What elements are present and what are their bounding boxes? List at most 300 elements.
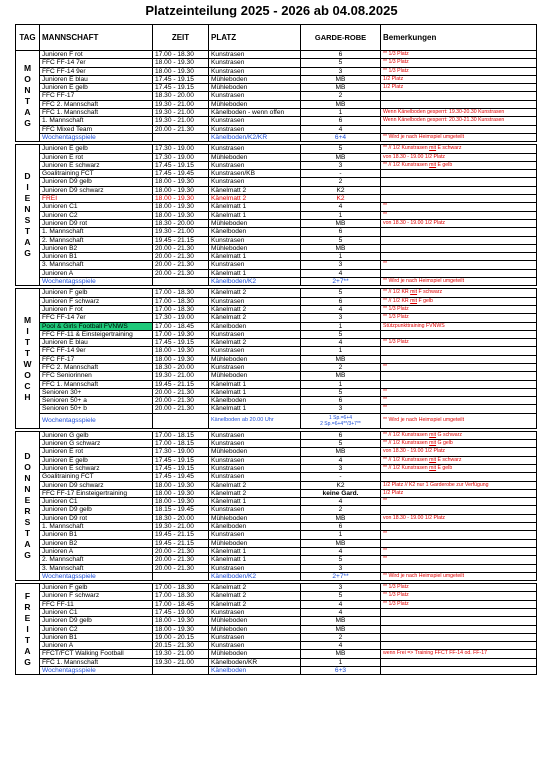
remark-cell: ** 1/3 Platz bbox=[381, 339, 537, 347]
team-cell: FFC 1. Mannschaft bbox=[40, 658, 153, 666]
remark-cell: Wenn Känelboden gesperrt: 19.30-20.30 Kunstrasen bbox=[381, 109, 537, 117]
remark-cell: ** bbox=[381, 211, 537, 219]
field-cell: Mühleboden bbox=[209, 372, 301, 380]
day-letter: O bbox=[24, 369, 31, 380]
team-cell: Junioren G gelb bbox=[40, 431, 153, 439]
day-letter: T bbox=[24, 527, 31, 538]
team-cell: Junioren E rot bbox=[40, 153, 153, 161]
field-cell: Känelmatt 2 bbox=[209, 186, 301, 194]
field-cell: Kunstrasen bbox=[209, 261, 301, 269]
garderobe-cell: MB bbox=[301, 372, 381, 380]
table-row bbox=[16, 440, 537, 448]
time-cell: 18.00 - 19.30 bbox=[153, 617, 209, 625]
table-row bbox=[16, 170, 537, 178]
team-cell: Junioren F schwarz bbox=[40, 297, 153, 305]
field-cell: Känelmatt 1 bbox=[209, 388, 301, 396]
time-cell bbox=[153, 413, 209, 428]
remark-cell bbox=[381, 253, 537, 261]
time-cell: 17.45 - 19.15 bbox=[153, 84, 209, 92]
garderobe-cell: 1 bbox=[301, 322, 381, 330]
team-cell: Junioren E rot bbox=[40, 448, 153, 456]
team-cell: Junioren C1 bbox=[40, 203, 153, 211]
garderobe-cell: 1 bbox=[301, 380, 381, 388]
garderobe-cell: 4 bbox=[301, 600, 381, 608]
time-cell: 18.00 - 19.30 bbox=[153, 67, 209, 75]
table-row bbox=[16, 153, 537, 161]
day-label bbox=[16, 51, 40, 142]
field-cell: Mühleboden bbox=[209, 100, 301, 108]
team-cell: Junioren D9 gelb bbox=[40, 617, 153, 625]
field-cell: Känelboden ab 20.00 Uhr bbox=[209, 413, 301, 428]
header-platz: PLATZ bbox=[209, 25, 301, 51]
garderobe-cell: 4 bbox=[301, 498, 381, 506]
table-row bbox=[16, 600, 537, 608]
remark-cell: ** Wird je nach Heimspiel umgeteilt bbox=[381, 278, 537, 286]
table-row bbox=[16, 297, 537, 305]
remark-cell: ** bbox=[381, 397, 537, 405]
time-cell: 20.00 - 21.30 bbox=[153, 388, 209, 396]
garderobe-cell: MB bbox=[301, 617, 381, 625]
garderobe-cell: - bbox=[301, 170, 381, 178]
garderobe-cell: 1 bbox=[301, 253, 381, 261]
time-cell: 18.30 - 20.00 bbox=[153, 92, 209, 100]
time-cell: 17.00 - 18.30 bbox=[153, 51, 209, 59]
table-row bbox=[16, 397, 537, 405]
team-cell: 3. Mannschaft bbox=[40, 261, 153, 269]
time-cell: 20.00 - 21.30 bbox=[153, 269, 209, 277]
field-cell: Kunstrasen bbox=[209, 178, 301, 186]
field-cell: Kunstrasen bbox=[209, 473, 301, 481]
field-cell: Mühleboden bbox=[209, 625, 301, 633]
wochentagsspiele-row bbox=[16, 667, 537, 675]
remark-cell bbox=[381, 347, 537, 355]
day-letter: T bbox=[24, 347, 31, 358]
team-cell: FFC FF-17 bbox=[40, 92, 153, 100]
team-cell: Junioren D9 schwarz bbox=[40, 481, 153, 489]
day-letter: N bbox=[24, 85, 31, 96]
remark-cell bbox=[381, 195, 537, 203]
team-cell: Junioren E schwarz bbox=[40, 464, 153, 472]
field-cell: Känelmatt 1 bbox=[209, 556, 301, 564]
time-cell: 17.30 - 19.00 bbox=[153, 448, 209, 456]
field-cell: Känelmatt 2 bbox=[209, 305, 301, 313]
garderobe-cell: 4 bbox=[301, 456, 381, 464]
team-cell: Wochentagsspiele bbox=[40, 667, 153, 675]
table-row bbox=[16, 178, 537, 186]
field-cell: Mühleboden bbox=[209, 244, 301, 252]
time-cell: 19.30 - 21.00 bbox=[153, 658, 209, 666]
garderobe-cell: 2 bbox=[301, 506, 381, 514]
team-cell: Junioren B1 bbox=[40, 633, 153, 641]
table-row bbox=[16, 609, 537, 617]
remark-cell bbox=[381, 92, 537, 100]
team-cell: Pool & Girls Football FVNWS bbox=[40, 322, 153, 330]
field-cell: Kunstrasen bbox=[209, 363, 301, 371]
time-cell: 19.30 - 21.00 bbox=[153, 372, 209, 380]
remark-cell bbox=[381, 564, 537, 572]
field-cell: Kunstrasen bbox=[209, 67, 301, 75]
garderobe-cell: 3 bbox=[301, 261, 381, 269]
garderobe-cell: 5 bbox=[301, 330, 381, 338]
field-cell: Kunstrasen bbox=[209, 92, 301, 100]
table-row bbox=[16, 289, 537, 297]
garderobe-cell: MB bbox=[301, 219, 381, 227]
field-cell: Känelmatt 2 bbox=[209, 481, 301, 489]
team-cell: Junioren D9 rot bbox=[40, 514, 153, 522]
time-cell: 17.00 - 18.15 bbox=[153, 431, 209, 439]
table-row bbox=[16, 431, 537, 439]
day-letter: R bbox=[24, 601, 31, 612]
time-cell: 20.00 - 21.30 bbox=[153, 397, 209, 405]
day-label bbox=[16, 584, 40, 675]
time-cell: 18.30 - 20.00 bbox=[153, 363, 209, 371]
remark-cell: 1/2 Platz // K2 nur 1 Garderobe zur Verfügung bbox=[381, 481, 537, 489]
time-cell: 17.45 - 19.15 bbox=[153, 75, 209, 83]
remark-cell bbox=[381, 506, 537, 514]
garderobe-cell: 1 bbox=[301, 658, 381, 666]
field-cell: Mühleboden bbox=[209, 219, 301, 227]
remark-cell: ** bbox=[381, 547, 537, 555]
table-row bbox=[16, 355, 537, 363]
table-row bbox=[16, 464, 537, 472]
garderobe-cell: 4 bbox=[301, 125, 381, 133]
day-letter: A bbox=[24, 538, 31, 549]
table-row bbox=[16, 498, 537, 506]
table-row bbox=[16, 100, 537, 108]
team-cell: FFC FF-17 bbox=[40, 355, 153, 363]
time-cell: 17.00 - 18.30 bbox=[153, 289, 209, 297]
field-cell: Känelmatt 1 bbox=[209, 269, 301, 277]
garderobe-cell: 1 bbox=[301, 531, 381, 539]
team-cell: Junioren F rot bbox=[40, 305, 153, 313]
table-row bbox=[16, 330, 537, 338]
garderobe-cell: 5 bbox=[301, 145, 381, 153]
team-cell: FFC FF-14 7er bbox=[40, 314, 153, 322]
team-cell: Junioren C2 bbox=[40, 211, 153, 219]
remark-cell bbox=[381, 125, 537, 133]
table-row bbox=[16, 125, 537, 133]
team-cell: Junioren E schwarz bbox=[40, 161, 153, 169]
remark-cell: ** // 1/2 KR mit F schwarz bbox=[381, 289, 537, 297]
time-cell: 17.00 - 18.45 bbox=[153, 600, 209, 608]
wochentagsspiele-row bbox=[16, 133, 537, 141]
table-row bbox=[16, 253, 537, 261]
garderobe-cell: 3 bbox=[301, 314, 381, 322]
time-cell: 17.45 - 19.45 bbox=[153, 473, 209, 481]
time-cell: 18.00 - 19.30 bbox=[153, 195, 209, 203]
team-cell: Junioren C1 bbox=[40, 498, 153, 506]
day-letter: S bbox=[24, 516, 31, 527]
day-letter: T bbox=[24, 96, 31, 107]
garderobe-cell: 6 bbox=[301, 523, 381, 531]
day-letter: I bbox=[26, 325, 29, 336]
remark-cell: ** // 1/2 Kunstrasen mit E schwarz bbox=[381, 145, 537, 153]
field-cell: Mühleboden bbox=[209, 153, 301, 161]
remark-cell bbox=[381, 642, 537, 650]
table-row bbox=[16, 244, 537, 252]
table-row bbox=[16, 539, 537, 547]
field-cell: Kunstrasen bbox=[209, 117, 301, 125]
table-row bbox=[16, 506, 537, 514]
day-letter: O bbox=[24, 74, 31, 85]
team-cell: FFC FF-14 7er bbox=[40, 59, 153, 67]
field-cell: Kunstrasen bbox=[209, 506, 301, 514]
time-cell: 20.00 - 21.30 bbox=[153, 547, 209, 555]
garderobe-cell: - bbox=[301, 473, 381, 481]
garderobe-cell: 6 bbox=[301, 51, 381, 59]
team-cell: Senioren 50+ b bbox=[40, 405, 153, 413]
team-cell: Junioren F schwarz bbox=[40, 592, 153, 600]
garderobe-cell: 3 bbox=[301, 464, 381, 472]
remark-cell: ** bbox=[381, 405, 537, 413]
table-row bbox=[16, 633, 537, 641]
day-letter: D bbox=[24, 171, 31, 182]
remark-cell bbox=[381, 236, 537, 244]
day-letter: D bbox=[24, 450, 31, 461]
field-cell: Känelmatt 2 bbox=[209, 584, 301, 592]
table-row bbox=[16, 322, 537, 330]
day-letter: A bbox=[24, 645, 31, 656]
day-letter: I bbox=[26, 623, 29, 634]
field-cell: Känelmatt 1 bbox=[209, 211, 301, 219]
field-cell: Känelmatt 1 bbox=[209, 380, 301, 388]
day-letter: H bbox=[24, 391, 31, 402]
remark-cell bbox=[381, 633, 537, 641]
team-cell: FFC FF-14 9er bbox=[40, 67, 153, 75]
table-row bbox=[16, 92, 537, 100]
table-row bbox=[16, 380, 537, 388]
team-cell: FFC FF-11 bbox=[40, 600, 153, 608]
remark-cell: von 18.30 - 19.00 1/2 Platz bbox=[381, 219, 537, 227]
remark-cell bbox=[381, 170, 537, 178]
time-cell: 20.00 - 21.30 bbox=[153, 564, 209, 572]
table-row bbox=[16, 481, 537, 489]
field-cell: Mühleboden bbox=[209, 448, 301, 456]
remark-cell: ** // 1/2 Kunstrasen mit E schwarz bbox=[381, 456, 537, 464]
time-cell: 20.00 - 21.30 bbox=[153, 253, 209, 261]
day-letter: C bbox=[24, 380, 31, 391]
field-cell: Kunstrasen bbox=[209, 431, 301, 439]
time-cell: 19.30 - 21.00 bbox=[153, 523, 209, 531]
remark-cell: Stützpunkttraining FVNWS bbox=[381, 322, 537, 330]
table-row bbox=[16, 584, 537, 592]
field-cell: Kunstrasen bbox=[209, 59, 301, 67]
day-letter: E bbox=[24, 193, 31, 204]
time-cell bbox=[153, 667, 209, 675]
time-cell: 17.45 - 19.45 bbox=[153, 170, 209, 178]
day-letter: R bbox=[24, 505, 31, 516]
garderobe-cell: 6 bbox=[301, 228, 381, 236]
remark-cell bbox=[381, 617, 537, 625]
day-letter: G bbox=[24, 248, 31, 259]
remark-cell: ** // 1/2 KR mit F gelb bbox=[381, 297, 537, 305]
remark-cell: ** Wird je nach Heimspiel umgeteilt bbox=[381, 413, 537, 428]
table-row bbox=[16, 564, 537, 572]
remark-cell bbox=[381, 186, 537, 194]
table-row bbox=[16, 650, 537, 658]
field-cell: Kunstrasen bbox=[209, 51, 301, 59]
remark-cell: ** 1/3 Platz bbox=[381, 59, 537, 67]
garderobe-cell: 3 bbox=[301, 67, 381, 75]
garderobe-cell: 5 bbox=[301, 289, 381, 297]
time-cell: 20.15 - 21.30 bbox=[153, 642, 209, 650]
time-cell: 18.00 - 19.30 bbox=[153, 498, 209, 506]
remark-cell bbox=[381, 667, 537, 675]
garderobe-cell: 3 bbox=[301, 564, 381, 572]
remark-cell bbox=[381, 228, 537, 236]
field-cell: Mühleboden bbox=[209, 75, 301, 83]
time-cell: 18.30 - 20.00 bbox=[153, 219, 209, 227]
time-cell bbox=[153, 572, 209, 580]
team-cell: 3. Mannschaft bbox=[40, 564, 153, 572]
table-row bbox=[16, 75, 537, 83]
day-letter: F bbox=[24, 590, 31, 601]
team-cell: Junioren E gelb bbox=[40, 456, 153, 464]
remark-cell: ** // 1/2 Kunstrasen mit E gelb bbox=[381, 464, 537, 472]
table-row bbox=[16, 473, 537, 481]
time-cell: 19.45 - 21.15 bbox=[153, 531, 209, 539]
table-row bbox=[16, 236, 537, 244]
time-cell: 19.30 - 21.00 bbox=[153, 109, 209, 117]
remark-cell: 1/2 Platz bbox=[381, 84, 537, 92]
day-letter: T bbox=[24, 226, 31, 237]
day-letter: N bbox=[24, 483, 31, 494]
day-letter: E bbox=[24, 494, 31, 505]
field-cell: Kunstrasen bbox=[209, 161, 301, 169]
table-row bbox=[16, 625, 537, 633]
table-row bbox=[16, 531, 537, 539]
header-mannschaft: MANNSCHAFT bbox=[40, 25, 153, 51]
field-cell: Kunstrasen bbox=[209, 330, 301, 338]
remark-cell bbox=[381, 625, 537, 633]
team-cell: 1. Mannschaft bbox=[40, 117, 153, 125]
time-cell: 17.45 - 19.15 bbox=[153, 161, 209, 169]
field-cell: Kunstrasen bbox=[209, 531, 301, 539]
remark-cell: ** bbox=[381, 363, 537, 371]
remark-cell: ** // 1/2 Kunstrasen mit G gelb bbox=[381, 440, 537, 448]
day-letter: W bbox=[23, 358, 32, 369]
remark-cell bbox=[381, 523, 537, 531]
time-cell: 19.30 - 21.00 bbox=[153, 117, 209, 125]
remark-cell: ** bbox=[381, 498, 537, 506]
remark-cell: ** 1/3 Platz bbox=[381, 67, 537, 75]
field-cell: Kunstrasen bbox=[209, 440, 301, 448]
remark-cell: von 18.30 - 19.00 1/2 Platz bbox=[381, 153, 537, 161]
team-cell: Goalitraining FCT bbox=[40, 170, 153, 178]
time-cell: 17.30 - 19.00 bbox=[153, 314, 209, 322]
table-row bbox=[16, 145, 537, 153]
team-cell: Junioren D9 gelb bbox=[40, 178, 153, 186]
team-cell: 2. Mannschaft bbox=[40, 236, 153, 244]
header-row bbox=[16, 25, 537, 51]
table-row bbox=[16, 514, 537, 522]
team-cell: FFC Mixed Team bbox=[40, 125, 153, 133]
field-cell: Känelmatt 2 bbox=[209, 195, 301, 203]
table-row bbox=[16, 219, 537, 227]
field-cell: Mühleboden bbox=[209, 84, 301, 92]
field-cell: Känelboden bbox=[209, 322, 301, 330]
team-cell: Junioren E blau bbox=[40, 75, 153, 83]
garderobe-cell: 1 bbox=[301, 211, 381, 219]
team-cell: 1. Mannschaft bbox=[40, 228, 153, 236]
schedule-body bbox=[16, 51, 537, 675]
team-cell: 2. Mannschaft bbox=[40, 556, 153, 564]
table-row bbox=[16, 109, 537, 117]
day-label bbox=[16, 145, 40, 286]
team-cell: Junioren A bbox=[40, 642, 153, 650]
time-cell: 20.00 - 21.30 bbox=[153, 244, 209, 252]
time-cell: 17.45 - 19.15 bbox=[153, 339, 209, 347]
field-cell: Känelmatt 2 bbox=[209, 592, 301, 600]
remark-cell: ** 1/3 Platz bbox=[381, 592, 537, 600]
team-cell: FFC FF-14 9er bbox=[40, 347, 153, 355]
time-cell: 17.30 - 19.00 bbox=[153, 145, 209, 153]
time-cell: 18.00 - 19.30 bbox=[153, 203, 209, 211]
team-cell: Senioren 30+ bbox=[40, 388, 153, 396]
garderobe-cell: 2 bbox=[301, 633, 381, 641]
remark-cell: 1/2 Platz bbox=[381, 489, 537, 497]
time-cell: 20.00 - 21.30 bbox=[153, 556, 209, 564]
garderobe-cell: 3 bbox=[301, 161, 381, 169]
remark-cell: ** 1/3 Platz bbox=[381, 584, 537, 592]
garderobe-cell: K2 bbox=[301, 195, 381, 203]
remark-cell: ** Wird je nach Heimspiel umgeteilt bbox=[381, 133, 537, 141]
field-cell: Känelmatt 2 bbox=[209, 339, 301, 347]
field-cell: Kunstrasen bbox=[209, 464, 301, 472]
time-cell: 18.15 - 19.45 bbox=[153, 506, 209, 514]
remark-cell: 1/2 Platz bbox=[381, 75, 537, 83]
table-row bbox=[16, 186, 537, 194]
field-cell: Kunstrasen bbox=[209, 297, 301, 305]
garderobe-cell: MB bbox=[301, 448, 381, 456]
garderobe-cell: K2 bbox=[301, 481, 381, 489]
garderobe-cell: 6 bbox=[301, 397, 381, 405]
time-cell: 17.00 - 18.30 bbox=[153, 305, 209, 313]
day-letter: G bbox=[24, 118, 31, 129]
garderobe-cell: 4 bbox=[301, 339, 381, 347]
remark-cell: ** // 1/2 Kunstrasen mit E gelb bbox=[381, 161, 537, 169]
garderobe-cell: 6 bbox=[301, 297, 381, 305]
team-cell: Wochentagsspiele bbox=[40, 413, 153, 428]
field-cell: Kunstrasen bbox=[209, 347, 301, 355]
time-cell: 17.00 - 18.45 bbox=[153, 322, 209, 330]
time-cell: 20.00 - 21.30 bbox=[153, 405, 209, 413]
team-cell: Junioren B1 bbox=[40, 253, 153, 261]
garderobe-cell: 3 bbox=[301, 405, 381, 413]
garderobe-cell: 6 bbox=[301, 431, 381, 439]
team-cell: Junioren B2 bbox=[40, 244, 153, 252]
field-cell: Kunstrasen bbox=[209, 125, 301, 133]
garderobe-cell: MB bbox=[301, 625, 381, 633]
field-cell: Känelmatt 1 bbox=[209, 498, 301, 506]
garderobe-cell: 4 bbox=[301, 269, 381, 277]
day-letter: I bbox=[26, 182, 29, 193]
remark-cell: ** 1/3 Platz bbox=[381, 51, 537, 59]
table-row bbox=[16, 59, 537, 67]
day-label bbox=[16, 431, 40, 580]
garderobe-cell: K2 bbox=[301, 186, 381, 194]
field-cell: Kunstrasen bbox=[209, 236, 301, 244]
table-row bbox=[16, 363, 537, 371]
team-cell: FFC Seniorinnen bbox=[40, 372, 153, 380]
garderobe-cell: 2 bbox=[301, 363, 381, 371]
field-cell: Känelmatt 1 bbox=[209, 203, 301, 211]
field-cell: Mühleboden bbox=[209, 539, 301, 547]
day-letter: T bbox=[24, 634, 31, 645]
time-cell: 18.00 - 19.30 bbox=[153, 178, 209, 186]
table-row bbox=[16, 203, 537, 211]
time-cell: 19.45 - 21.15 bbox=[153, 236, 209, 244]
